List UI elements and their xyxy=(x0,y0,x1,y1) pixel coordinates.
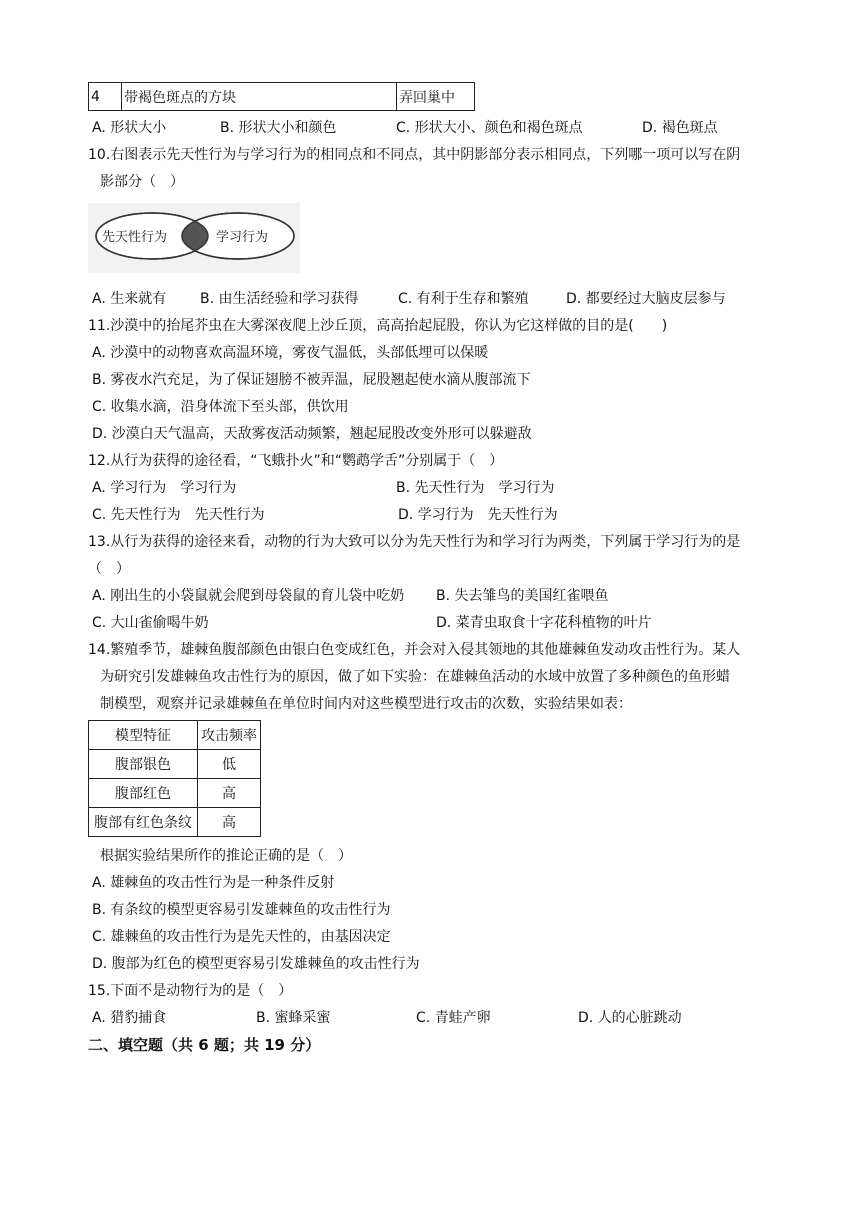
table-cell: 4 xyxy=(89,83,122,111)
q9-option-a: A. 形状大小 xyxy=(92,120,167,136)
venn-diagram-svg xyxy=(88,203,300,273)
q11-option-c: C. 收集水滴，沿身体流下至头部，供饮用 xyxy=(92,399,349,415)
table-row xyxy=(89,83,475,111)
q12-option-a: A. 学习行为 学习行为 xyxy=(92,480,237,496)
venn-diagram xyxy=(88,203,300,273)
table-cell: 带褐色斑点的方块 xyxy=(122,83,397,111)
q14-results-table xyxy=(88,720,261,837)
q10-option-d: D. 都要经过大脑皮层参与 xyxy=(566,291,726,307)
q13-stem-line2: （ ） xyxy=(88,561,130,577)
q15-option-a: A. 猎豹捕食 xyxy=(92,1010,167,1026)
q12-option-b: B. 先天性行为 学习行为 xyxy=(396,480,555,496)
q10-option-a: A. 生来就有 xyxy=(92,291,167,307)
table-header-cell: 模型特征 xyxy=(89,721,198,750)
q11-option-a: A. 沙漠中的动物喜欢高温环境，雾夜气温低，头部低埋可以保暖 xyxy=(92,345,489,361)
q9-option-b: B. 形状大小和颜色 xyxy=(220,120,337,136)
table-cell: 腹部有红色条纹 xyxy=(89,808,198,837)
q15-option-d: D. 人的心脏跳动 xyxy=(578,1010,682,1026)
venn-left-label: 先天性行为 xyxy=(102,230,168,245)
q14-stem-line2: 为研究引发雄棘鱼攻击性行为的原因，做了如下实验：在雄棘鱼活动的水域中放置了多种颜色的鱼形蜡 xyxy=(100,669,730,685)
q14-option-d: D. 腹部为红色的模型更容易引发雄棘鱼的攻击性行为 xyxy=(92,956,420,972)
q13-option-b: B. 失去雏鸟的美国红雀喂鱼 xyxy=(436,588,609,604)
table-row xyxy=(89,808,261,837)
q10-stem-line1: 10.右图表示先天性行为与学习行为的相同点和不同点，其中阴影部分表示相同点，下列哪一项可以写在阴 xyxy=(88,147,741,163)
table-cell: 腹部红色 xyxy=(89,779,198,808)
q9-option-d: D. 褐色斑点 xyxy=(642,120,718,136)
q9-table xyxy=(88,82,475,111)
q10-option-b: B. 由生活经验和学习获得 xyxy=(200,291,359,307)
q13-option-d: D. 菜青虫取食十字花科植物的叶片 xyxy=(436,615,652,631)
venn-right-label: 学习行为 xyxy=(216,230,269,245)
table-cell: 高 xyxy=(198,808,261,837)
q10-option-c: C. 有利于生存和繁殖 xyxy=(398,291,529,307)
table-cell: 高 xyxy=(198,779,261,808)
q15-option-b: B. 蜜蜂采蜜 xyxy=(256,1010,331,1026)
section-heading: 二、填空题（共 6 题；共 19 分） xyxy=(88,1036,321,1054)
table-header-row xyxy=(89,721,261,750)
q13-stem-line1: 13.从行为获得的途径来看，动物的行为大致可以分为先天性行为和学习行为两类，下列属于学习行为的是 xyxy=(88,534,741,550)
table-header-cell: 攻击频率 xyxy=(198,721,261,750)
q14-option-b: B. 有条纹的模型更容易引发雄棘鱼的攻击性行为 xyxy=(92,902,391,918)
q10-stem-line2: 影部分（ ） xyxy=(100,174,184,190)
q14-stem-line1: 14.繁殖季节，雄棘鱼腹部颜色由银白色变成红色，并会对入侵其领地的其他雄棘鱼发动攻击性行为。某人 xyxy=(88,642,741,658)
table-row xyxy=(89,750,261,779)
q14-question: 根据实验结果所作的推论正确的是（ ） xyxy=(100,848,352,864)
q11-option-b: B. 雾夜水汽充足，为了保证翅膀不被弄温，屁股翘起使水滴从腹部流下 xyxy=(92,372,531,388)
q12-option-d: D. 学习行为 先天性行为 xyxy=(398,507,558,523)
q12-stem: 12.从行为获得的途径看，“飞蛾扑火”和“鹦鹉学舌”分别属于（ ） xyxy=(88,453,504,469)
q14-option-a: A. 雄棘鱼的攻击性行为是一种条件反射 xyxy=(92,875,335,891)
q11-stem: 11.沙漠中的抬尾芥虫在大雾深夜爬上沙丘顶，高高抬起屁股，你认为它这样做的目的是( ) xyxy=(88,318,668,334)
table-cell: 腹部银色 xyxy=(89,750,198,779)
q15-option-c: C. 青蛙产卵 xyxy=(416,1010,491,1026)
q11-option-d: D. 沙漠白天气温高，天敌雾夜活动频繁，翘起屁股改变外形可以躲避敌 xyxy=(92,426,532,442)
q14-option-c: C. 雄棘鱼的攻击性行为是先天性的，由基因决定 xyxy=(92,929,391,945)
q13-option-a: A. 刚出生的小袋鼠就会爬到母袋鼠的育儿袋中吃奶 xyxy=(92,588,405,604)
q13-option-c: C. 大山雀偷喝牛奶 xyxy=(92,615,209,631)
q12-option-c: C. 先天性行为 先天性行为 xyxy=(92,507,265,523)
q14-stem-line3: 制模型，观察并记录雄棘鱼在单位时间内对这些模型进行攻击的次数，实验结果如表： xyxy=(100,696,632,712)
table-row xyxy=(89,779,261,808)
q9-option-c: C. 形状大小、颜色和褐色斑点 xyxy=(396,120,583,136)
table-cell: 弄回巢中 xyxy=(397,83,475,111)
q15-stem: 15.下面不是动物行为的是（ ） xyxy=(88,983,293,999)
table-cell: 低 xyxy=(198,750,261,779)
